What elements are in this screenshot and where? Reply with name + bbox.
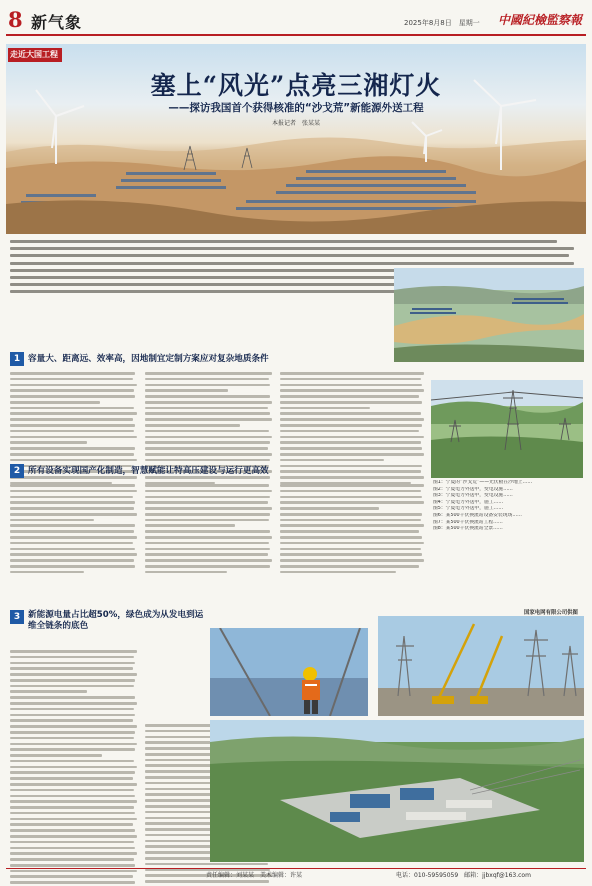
section-number: 2	[10, 464, 24, 478]
article-column	[280, 484, 425, 577]
section-number: 1	[10, 352, 24, 366]
photo-credit: 国家电网有限公司供图	[524, 610, 578, 616]
masthead	[6, 6, 586, 36]
byline: 本报记者 张某某	[271, 120, 320, 127]
photo-transmission-valley	[431, 380, 583, 478]
article-column	[10, 484, 138, 577]
article-column	[10, 650, 138, 886]
issue-date: 2025年8月8日 星期一	[404, 19, 480, 27]
article-column	[145, 484, 273, 577]
section-number: 3	[10, 610, 24, 624]
section-name: 新气象	[31, 13, 83, 32]
page-number: 8	[8, 7, 23, 32]
photo-substation-construction	[378, 616, 584, 716]
page-footer	[6, 868, 586, 882]
section-heading-3	[10, 610, 210, 638]
caption-line: 图3：宁夏电力外送中，变电设施……	[433, 493, 513, 499]
section-heading-1	[10, 352, 390, 366]
headline: 塞上“风光”点亮三湘灯火	[150, 71, 442, 100]
caption-line: 图2：宁夏电力外送中，变电设施……	[433, 486, 513, 492]
photo-converter-station-aerial	[210, 720, 584, 862]
section-heading-2	[10, 464, 430, 478]
caption-line: 图8：某500千伏换流站全景……	[433, 526, 503, 532]
editor-credits: 责任编辑：刘某某 美术编辑：许某	[206, 872, 303, 879]
hero-photo	[6, 44, 586, 234]
contact-info: 电话：010-59595059 邮箱：jjbxqf@163.com	[396, 872, 531, 879]
caption-line: 图4：宁夏电力外送中，施工……	[433, 499, 504, 505]
caption-line: 图7：某500千伏换流站工程……	[433, 519, 503, 525]
photo-captions	[433, 480, 583, 533]
section-title: 所有设备实现国产化制造，智慧赋能让特高压建设与运行更高效	[28, 466, 269, 476]
caption-line: 图5：宁夏电力外送中，施工……	[433, 506, 504, 512]
subheadline: ——探访我国首个获得核准的“沙戈荒”新能源外送工程	[168, 102, 424, 114]
newspaper-logo: 中國紀檢監察報	[498, 13, 583, 27]
caption-line: 图1：宁夏的“沙戈荒”——光伏板在沙地上……	[433, 480, 533, 485]
section-title: 容量大、距离远、效率高，因地制宜定制方案应对复杂地质条件	[28, 354, 269, 364]
section-title: 新能源电量占比超50%，绿色成为从发电到运维全链条的底色	[28, 610, 204, 631]
column-tag: 走近大国工程	[8, 48, 62, 62]
photo-river-valley	[394, 268, 584, 362]
photo-worker-on-tower	[210, 628, 368, 716]
caption-line: 图6：某500千伏换流站设备安装现场……	[433, 512, 522, 518]
